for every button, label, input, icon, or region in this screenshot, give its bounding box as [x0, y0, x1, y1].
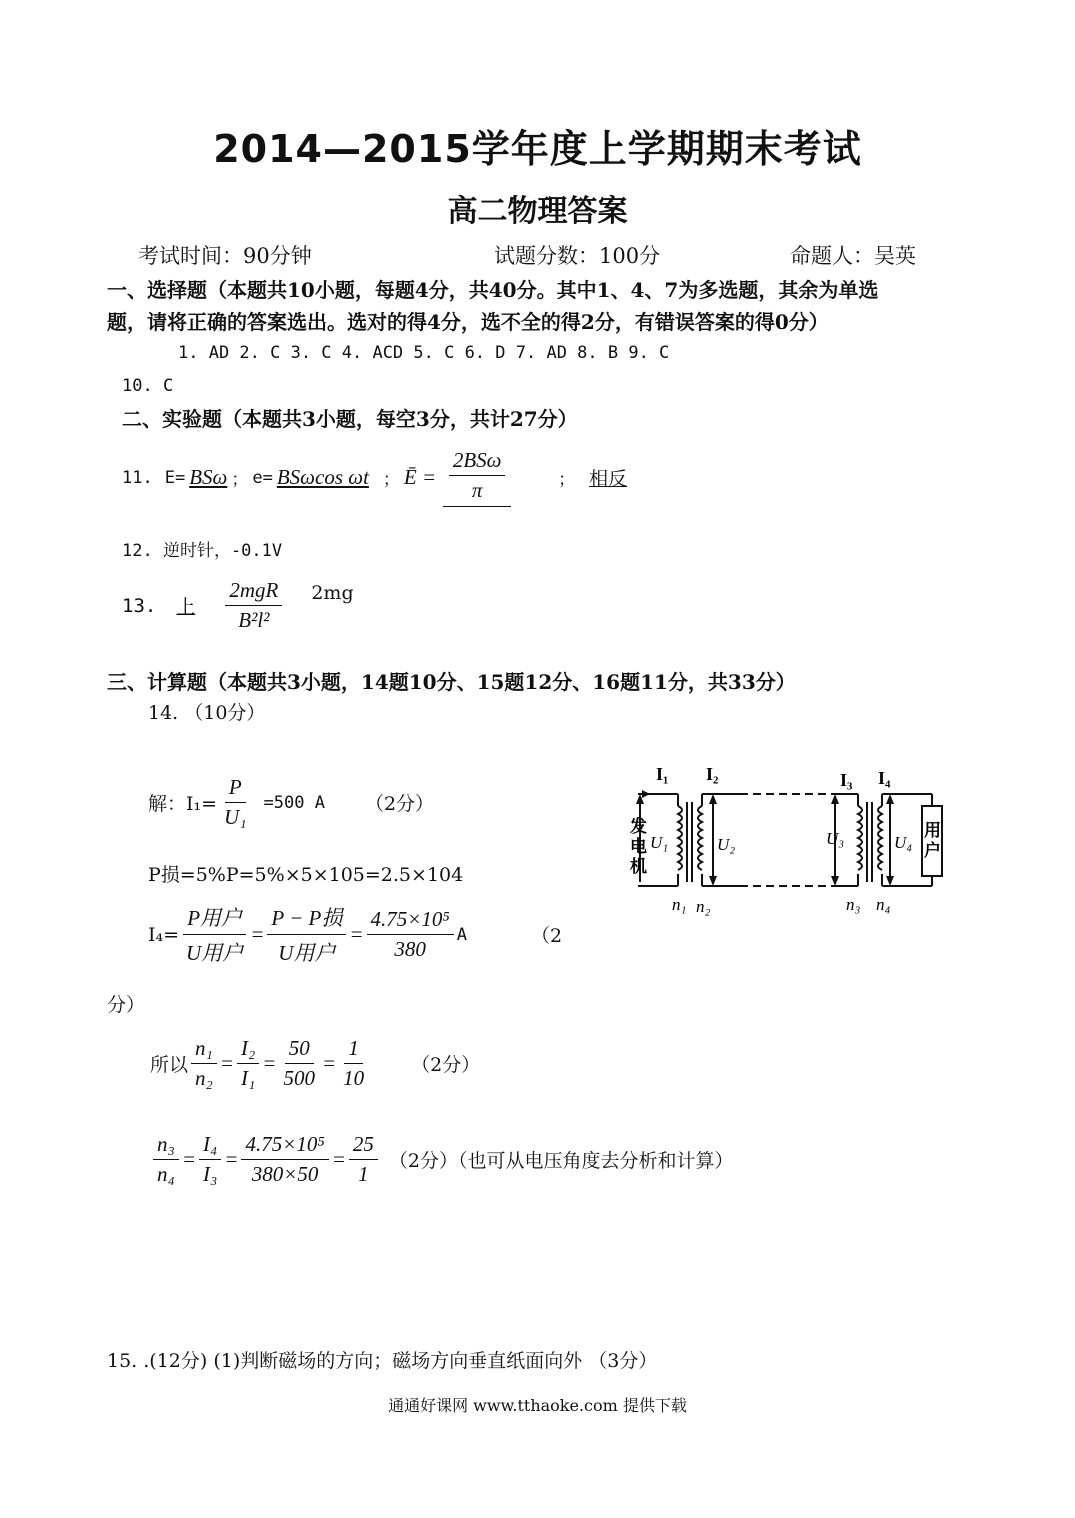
q14-step4-frac3-num: 50 [285, 1036, 314, 1064]
label-n3: n₃ [846, 895, 861, 914]
label-i1: I₁ [656, 764, 669, 784]
q14-step4-points: （2分） [411, 1054, 481, 1076]
transmission-circuit-diagram [620, 758, 950, 928]
q14-step5-frac3-den: 380×50 [251, 1162, 319, 1186]
q11-ebar-label: Ē = [403, 465, 437, 489]
label-u3: U₃ [826, 829, 845, 848]
exam-author: 命题人：吴英 [790, 244, 916, 268]
q11-answer [122, 448, 627, 507]
q14-step3-frac3-num: 4.75×10⁵ [367, 907, 454, 935]
q14-step1 [148, 775, 434, 830]
q11-e-label: E= [164, 467, 186, 488]
section1-heading-line1: 一、选择题（本题共10小题，每题4分，共40分。其中1、4、7为多选题，其余为单选 [107, 278, 879, 302]
q12-answer: 12. 逆时针，-0.1V [122, 541, 283, 561]
section3-heading: 三、计算题（本题共3小题，14题10分、15题12分、16题11分，共33分） [107, 670, 796, 694]
q14-step4-frac1 [191, 1036, 217, 1091]
q14-step5-frac2-den: I₃ [202, 1162, 218, 1186]
q14-step5-frac4-num: 25 [349, 1132, 378, 1160]
q14-step1-prefix: 解：I₁= [148, 793, 218, 815]
section2-heading: 二、实验题（本题共3小题，每空3分，共计27分） [122, 407, 578, 431]
equals-sign: = [262, 1051, 277, 1075]
q14-step4 [150, 1036, 480, 1091]
q14-step3-frac1-num: P用户 [183, 902, 246, 935]
q14-step4-frac1-num: n₁ [191, 1036, 217, 1064]
q11-last: 相反 [589, 468, 628, 490]
q14-step3-points-b: 分） [107, 994, 146, 1016]
q14-step4-frac4 [339, 1036, 368, 1091]
label-n2: n₂ [696, 897, 711, 916]
q15-text: 15. .(12分) (1)判断磁场的方向；磁场方向垂直纸面向外 （3分） [107, 1350, 658, 1372]
q13-a3: 2mg [311, 582, 354, 604]
q14-step5 [150, 1132, 733, 1187]
exam-score: 试题分数：100分 [494, 244, 661, 268]
q14-step5-points: （2分）（也可从电压角度去分析和计算） [388, 1150, 734, 1172]
q14-step5-frac2-num: I₄ [199, 1132, 221, 1160]
page-footer: 通通好课网 www.tthaoke.com 提供下载 [388, 1396, 687, 1415]
q14-step4-frac1-den: n₂ [195, 1066, 213, 1090]
q13-fraction [225, 578, 282, 633]
user-char-1: 用 [924, 821, 941, 841]
page-subtitle: 高二物理答案 [447, 194, 628, 229]
q14-step1-fraction [220, 775, 250, 830]
q14-step3-frac2-den: U用户 [278, 941, 336, 965]
q11-number: 11. [122, 467, 153, 488]
q11-e-expr: BSω [189, 465, 228, 489]
label-i3: I₃ [840, 770, 853, 790]
generator-char-1: 发 [630, 817, 647, 837]
q11-sep2: ； [382, 470, 400, 490]
q14-step3-points-a: （2 [531, 925, 563, 947]
choice-answers-line1: 1. AD 2. C 3. C 4. ACD 5. C 6. D 7. AD 8. B 9. C [178, 343, 670, 363]
page-title: 2014—2015学年度上学期期末考试 [213, 127, 862, 171]
q14-step3-frac1-den: U用户 [186, 941, 244, 965]
label-n4: n₄ [876, 895, 891, 914]
q14-step5-frac1-num: n₃ [153, 1132, 179, 1160]
q14-step3-prefix: I₄= [148, 923, 180, 946]
q11-sep1: ； [231, 470, 249, 490]
generator-char-3: 机 [630, 857, 647, 877]
q13-answer [122, 578, 354, 633]
q14-step1-numerator: P [225, 775, 246, 803]
q13-numerator: 2mgR [225, 578, 282, 606]
q14-step5-frac3-num: 4.75×10⁵ [241, 1132, 328, 1160]
section1-heading-line2: 题，请将正确的答案选出。选对的得4分，选不全的得2分，有错误答案的得0分） [107, 310, 829, 334]
q11-e2-expr: BSωcos ωt [276, 465, 369, 489]
q14-step4-prefix: 所以 [150, 1054, 189, 1076]
q14-step5-frac3 [241, 1132, 328, 1187]
equals-sign: = [349, 922, 364, 946]
q11-ebar-denominator: π [443, 476, 511, 507]
q11-sep3: ； [558, 470, 576, 490]
label-u2: U₂ [717, 835, 736, 854]
label-i2: I₂ [706, 764, 719, 784]
equals-sign: = [219, 1051, 234, 1075]
q11-e2-label: e= [252, 467, 273, 488]
choice-answers-line2: 10. C [122, 376, 174, 396]
q13-denominator: B²l² [238, 608, 270, 632]
label-u1: U₁ [650, 833, 669, 852]
q14-step4-frac3-den: 500 [283, 1066, 315, 1090]
q14-step3-frac2-num: P − P损 [267, 902, 346, 935]
q14-step5-frac1 [153, 1132, 179, 1187]
q14-step3 [148, 902, 562, 967]
label-n1: n₁ [672, 895, 687, 914]
generator-char-2: 电 [630, 837, 647, 857]
q14-step3-frac3-den: 380 [394, 937, 426, 961]
q14-step3-frac2 [267, 902, 346, 967]
user-char-2: 户 [924, 841, 941, 861]
exam-time: 考试时间：90分钟 [138, 244, 312, 268]
q14-step3-frac1 [182, 902, 247, 967]
q14-step3-frac3 [367, 907, 454, 962]
q14-step4-frac2-num: I₂ [237, 1036, 259, 1064]
q14-label: 14. （10分） [148, 702, 266, 724]
q14-step4-frac2-den: I₁ [241, 1066, 256, 1090]
equals-sign: = [224, 1147, 239, 1171]
q14-step2: P损=5%P=5%×5×105=2.5×104 [148, 864, 464, 886]
q14-step1-points: （2分） [364, 793, 435, 815]
q13-a1: 上 [176, 596, 196, 618]
q13-number: 13. [122, 594, 157, 617]
q14-step5-frac2 [199, 1132, 221, 1187]
equals-sign: = [181, 1147, 196, 1171]
q14-step4-frac3 [279, 1036, 319, 1091]
q14-step5-frac4-den: 1 [358, 1162, 369, 1186]
q14-step4-frac4-num: 1 [344, 1036, 363, 1064]
q11-ebar-fraction [443, 448, 511, 507]
label-i4: I₄ [878, 768, 891, 788]
q14-step3-unit: A [456, 924, 467, 945]
q14-step4-frac4-den: 10 [343, 1066, 365, 1090]
q14-step5-frac4 [349, 1132, 378, 1187]
q14-step1-result: =500 A [263, 792, 325, 813]
q14-step1-denominator: U₁ [224, 805, 247, 829]
q14-step5-frac1-den: n₄ [157, 1162, 175, 1186]
label-u4: U₄ [894, 833, 913, 852]
q14-step4-frac2 [237, 1036, 259, 1091]
equals-sign: = [250, 922, 265, 946]
equals-sign: = [331, 1147, 346, 1171]
q11-ebar-numerator: 2BSω [449, 448, 506, 476]
equals-sign: = [321, 1051, 337, 1075]
